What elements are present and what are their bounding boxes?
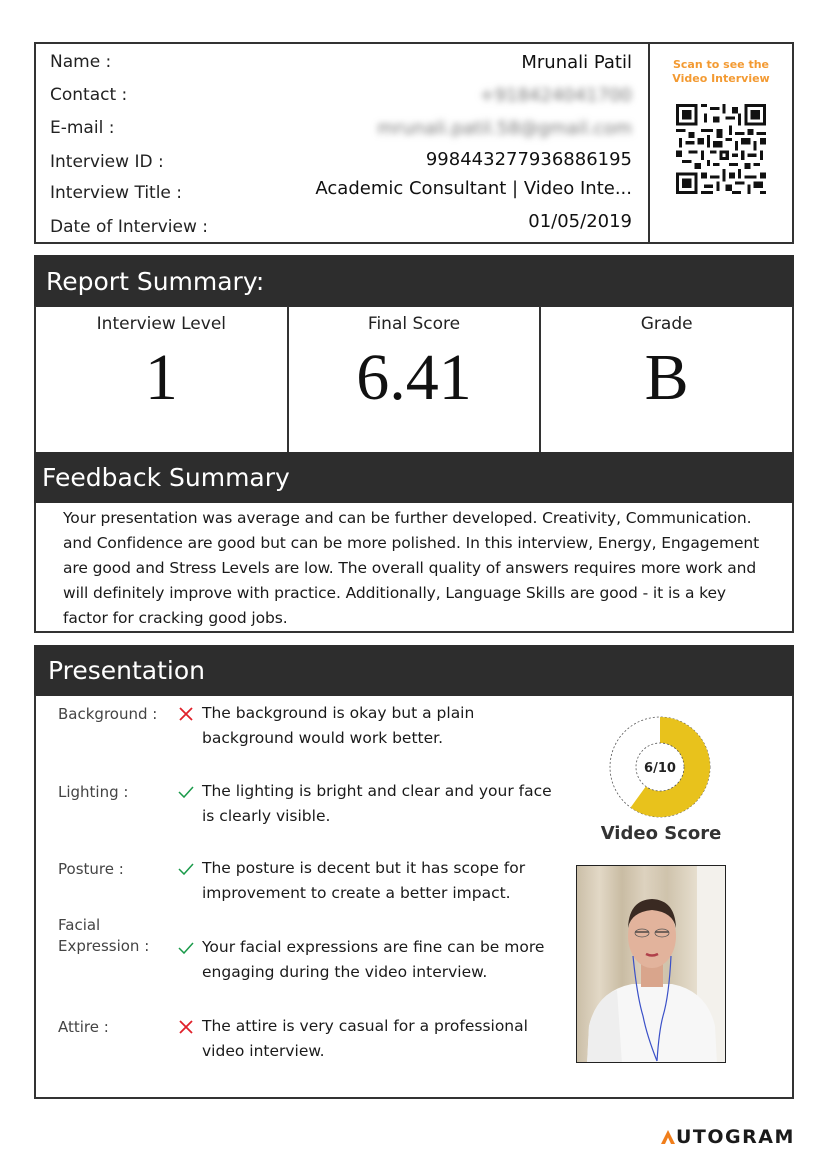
- interview-level-value: 1: [144, 341, 178, 414]
- interview-title-row: [50, 173, 632, 203]
- interview-level-cell: [36, 306, 287, 452]
- qr-panel: [650, 44, 792, 242]
- candidate-info-card: [34, 42, 794, 244]
- contact-row: [50, 80, 632, 110]
- interview-id-row: [50, 144, 632, 174]
- final-score-cell: [287, 306, 540, 452]
- feedback-summary-text: Your presentation was average and can be further developed. Creativity, Communication. and Confidence are good but can be more polished. In this interview, Energy, Engagement are good and Stress Levels are low. The overall quality of answers requires more work and will definitely improve with practice. Additionally, Language Skills are good - it is a key factor for cracking good jobs.: [63, 509, 760, 627]
- posture-text: The posture is decent but it has scope for improvement to create a better impact.: [202, 859, 526, 902]
- brand-name: UTOGRAM: [676, 1126, 795, 1148]
- grade-cell: [539, 306, 792, 452]
- interview-title-label: Interview Title :: [50, 183, 183, 203]
- date-row: [50, 206, 632, 236]
- lighting-text: The lighting is bright and clear and your face is clearly visible.: [202, 782, 552, 825]
- final-score-label: Final Score: [367, 314, 461, 334]
- background-text: The background is okay but a plain background would work better.: [202, 704, 475, 747]
- check-icon: [176, 859, 196, 879]
- autogram-logo: [660, 1126, 795, 1148]
- name-row: [50, 47, 632, 77]
- video-thumbnail[interactable]: [576, 865, 726, 1063]
- grade-value: B: [644, 341, 689, 414]
- final-score-value: 6.41: [356, 341, 472, 414]
- name-value: Mrunali Patil: [521, 51, 632, 73]
- interview-id-value: 998443277936886195: [425, 148, 632, 170]
- candidate-photo: [577, 866, 726, 1063]
- feedback-summary-box: [34, 503, 794, 633]
- date-value: 01/05/2019: [528, 210, 632, 232]
- contact-value: +918424041700: [479, 84, 632, 106]
- interview-title-value: Academic Consultant | Video Inte...: [315, 177, 632, 199]
- report-summary-grid: [34, 306, 794, 452]
- email-row: [50, 113, 632, 143]
- attire-label: Attire :: [58, 1018, 109, 1036]
- facial-expression-label: Facial Expression :: [58, 916, 150, 955]
- attire-text: The attire is very casual for a professional video interview.: [202, 1017, 528, 1060]
- check-icon: [176, 782, 196, 802]
- cross-icon: [176, 1017, 196, 1037]
- video-score-value: 6/10: [644, 761, 676, 776]
- interview-id-label: Interview ID :: [50, 152, 164, 172]
- posture-label: Posture :: [58, 860, 124, 878]
- presentation-box: [34, 695, 794, 1099]
- email-value: mrunali.patil.58@gmail.com: [377, 117, 632, 139]
- qr-caption-line1: Scan to see the: [672, 58, 769, 71]
- video-score-donut: [608, 715, 712, 819]
- date-label: Date of Interview :: [50, 217, 209, 237]
- feedback-summary-title: Feedback Summary: [42, 463, 290, 492]
- presentation-title: Presentation: [48, 656, 206, 685]
- video-score-label: Video Score: [600, 823, 722, 844]
- presentation-header: [34, 645, 794, 696]
- qr-caption-line2: Video Interview: [672, 72, 770, 85]
- cross-icon: [176, 704, 196, 724]
- candidate-details: [36, 44, 650, 242]
- qr-caption: [672, 58, 769, 86]
- interview-level-label: Interview Level: [96, 314, 226, 334]
- contact-label: Contact :: [50, 85, 128, 105]
- grade-label: Grade: [640, 314, 693, 334]
- report-summary-title: Report Summary:: [46, 266, 265, 296]
- qr-code-icon[interactable]: [676, 104, 766, 194]
- email-label: E-mail :: [50, 118, 115, 138]
- background-label: Background :: [58, 705, 158, 723]
- lighting-label: Lighting :: [58, 783, 129, 801]
- name-label: Name :: [50, 52, 112, 72]
- facial-expression-text: Your facial expressions are fine can be more engaging during the video interview.: [202, 938, 545, 981]
- feedback-summary-header: [34, 452, 794, 503]
- report-summary-header: [34, 255, 794, 307]
- check-icon: [176, 938, 196, 958]
- autogram-a-icon: [660, 1129, 676, 1145]
